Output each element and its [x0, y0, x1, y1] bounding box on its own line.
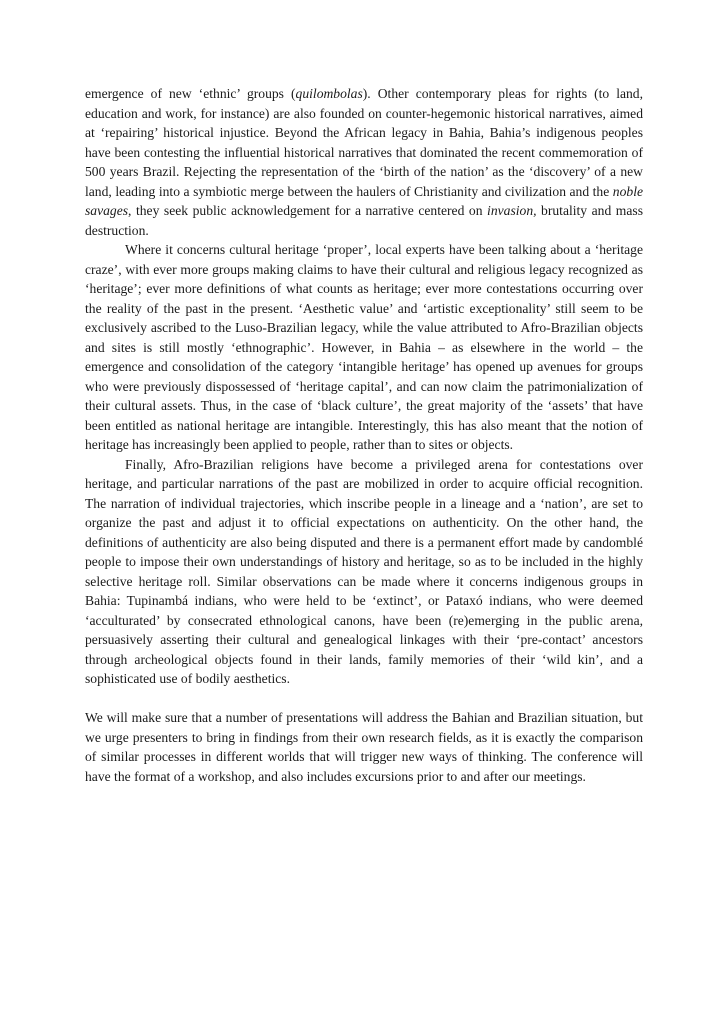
- paragraph-2: [85, 240, 643, 455]
- text-run: ). Other contemporary pleas for rights (to land, education and work, for instance) are also founded on counter-hegemonic historical narratives, aimed at ‘repairing’ historical injustice. Beyond the African legacy in Bahia, Bahia’s indigenous peoples have been contesting the influential historical narratives that dominated the recent commemoration of 500 years Brazil. Rejecting the representation of the ‘birth of the nation’ as the ‘discovery’ of a new land, leading into a symbiotic merge between the haulers of Christianity and civilization and the: [85, 86, 643, 199]
- text-run: Where it concerns cultural heritage ‘proper’, local experts have been talking about a ‘heritage craze’, with ever more groups making claims to have their cultural and religious legacy recognized as ‘heritage’; ever more definitions of what counts as heritage; ever more contestations occurring over the reality of the past in the present. ‘Aesthetic value’ and ‘artistic exceptionality’ still seem to be exclusively ascribed to the Luso-Brazilian legacy, while the value attributed to Afro-Brazilian objects and sites is still mostly ‘ethnographic’. However, in Bahia – as elsewhere in the world – the emergence and consolidation of the category ‘intangible heritage’ has opened up avenues for groups who were previously dispossessed of ‘heritage capital’, and can now claim the patrimonialization of their cultural assets. Thus, in the case of ‘black culture’, the great majority of the ‘assets’ that have been entitled as national heritage are intangible. Interestingly, this has also meant that the notion of heritage has increasingly been applied to people, rather than to sites or objects.: [85, 242, 643, 452]
- italic-term-invasion: invasion,: [487, 203, 537, 218]
- paragraph-3: [85, 455, 643, 689]
- text-run: emergence of new ‘ethnic’ groups (: [85, 86, 296, 101]
- italic-term-quilombolas: quilombolas: [295, 86, 363, 101]
- text-run: We will make sure that a number of presentations will address the Bahian and Brazilian situation, but we urge presenters to bring in findings from their own research fields, as it is exactly the comparison of similar processes in different worlds that will trigger new ways of thinking. The conference will have the format of a workshop, and also includes excursions prior to and after our meetings.: [85, 710, 643, 784]
- italic-term-noble-savages: noble savages: [85, 183, 643, 218]
- text-run: brutality and mass destruction.: [85, 203, 643, 238]
- document-page: [85, 84, 643, 786]
- text-run: , they seek public acknowledgement for a narrative centered on: [128, 203, 488, 218]
- paragraph-4: [85, 708, 643, 786]
- paragraph-1: [85, 84, 643, 240]
- text-run: Finally, Afro-Brazilian religions have become a privileged arena for contestations over heritage, and particular narrations of the past are mobilized in order to acquire official recognition. The narration of individual trajectories, which inscribe people in a lineage and a ‘nation’, are set to organize the past and adjust it to official expectations on authenticity. On the other hand, the definitions of authenticity are also being disputed and there is a permanent effort made by candomblé people to impose their own understandings of history and heritage, so as to be included in the highly selective heritage roll. Similar observations can be made where it concerns indigenous groups in Bahia: Tupinambá indians, who were held to be ‘extinct’, or Pataxó indians, who were deemed ‘acculturated’ by consecrated ethnological canons, have been (re)emerging in the public arena, persuasively asserting their cultural and genealogical linkages with their ‘pre-contact’ ancestors through archeological objects found in their lands, family memories of their ‘wild kin’, and a sophisticated use of bodily aesthetics.: [85, 456, 643, 686]
